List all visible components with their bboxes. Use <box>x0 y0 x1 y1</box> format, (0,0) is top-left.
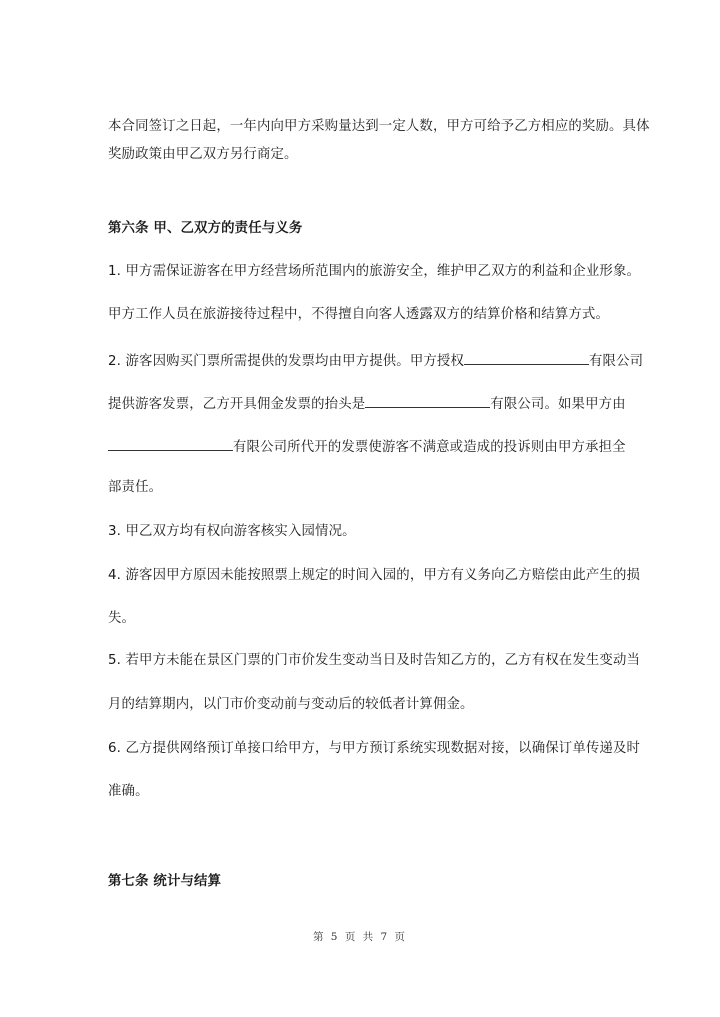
item-2-text: 有限公司所代开的发票使游客不满意或造成的投诉则由甲方承担全 <box>233 440 626 455</box>
fill-in-blank[interactable] <box>365 393 490 408</box>
fill-in-blank[interactable] <box>108 436 233 451</box>
item-5-line: 月的结算期内，以门市价变动前与变动后的较低者计算佣金。 <box>108 697 474 712</box>
item-6-line: 准确。 <box>108 784 149 799</box>
item-1-line: 1. 甲方需保证游客在甲方经营场所范围内的旅游安全，维护甲乙双方的利益和企业形象。 <box>108 264 641 279</box>
page-number-footer: 第 5 页 共 7 页 <box>312 931 408 943</box>
item-4-line: 失。 <box>108 611 136 626</box>
item-2-line <box>108 436 626 457</box>
section-6-heading: 第六条 甲、乙双方的责任与义务 <box>108 221 303 236</box>
item-2-line <box>108 393 626 414</box>
item-4-line: 4. 游客因甲方原因未能按照票上规定的时间入园的，甲方有义务向乙方赔偿由此产生的损 <box>108 568 641 583</box>
item-2-text: 有限公司 <box>589 354 644 369</box>
paragraph-line: 奖励政策由甲乙双方另行商定。 <box>108 147 298 162</box>
item-6-line: 6. 乙方提供网络预订单接口给甲方，与甲方预订系统实现数据对接，以确保订单传递及时 <box>108 741 641 756</box>
item-2-text: 有限公司。如果甲方由 <box>490 397 626 412</box>
item-3-line: 3. 甲乙双方均有权向游客核实入园情况。 <box>108 524 356 539</box>
item-2-text: 2. 游客因购买门票所需提供的发票均由甲方提供。甲方授权 <box>108 354 464 369</box>
item-2-line: 部责任。 <box>108 480 163 495</box>
paragraph-line: 本合同签订之日起，一年内向甲方采购量达到一定人数，甲方可给予乙方相应的奖励。具体 <box>108 119 650 134</box>
item-1-line: 甲方工作人员在旅游接待过程中，不得擅自向客人透露双方的结算价格和结算方式。 <box>108 307 610 322</box>
section-7-heading: 第七条 统计与结算 <box>108 874 222 889</box>
item-2-text: 提供游客发票，乙方开具佣金发票的抬头是 <box>108 397 366 412</box>
item-2-line <box>108 350 643 371</box>
item-5-line: 5. 若甲方未能在景区门票的门市价发生变动当日及时告知乙方的，乙方有权在发生变动当 <box>108 653 641 668</box>
fill-in-blank[interactable] <box>464 350 589 365</box>
